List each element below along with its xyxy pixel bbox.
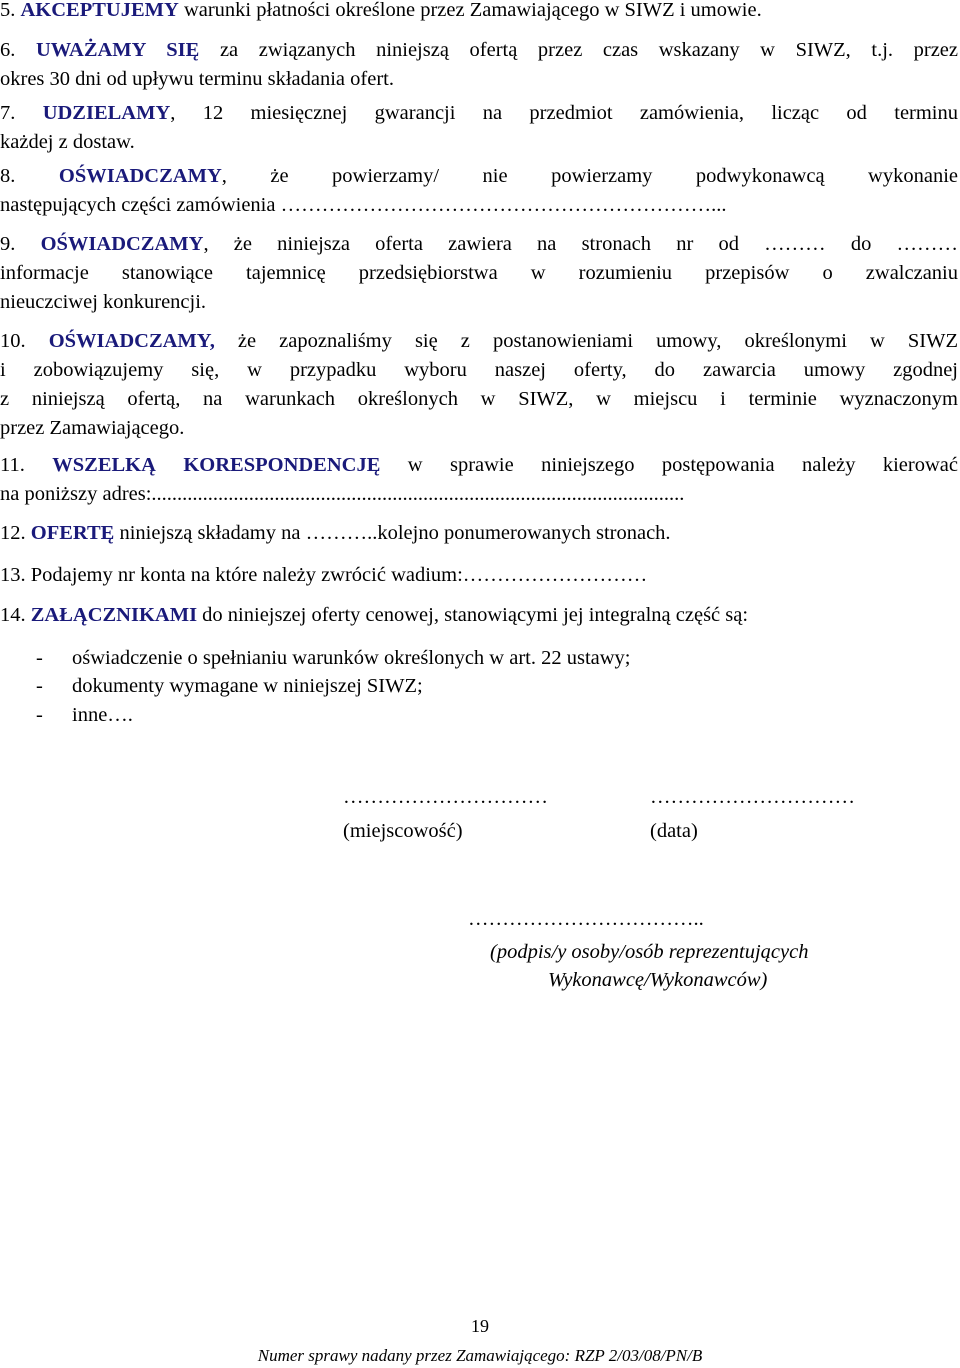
clause-text: za związanych niniejszą ofertą przez czas wskazany w SIWZ, t.j. przez <box>199 39 958 61</box>
place-dots: ………………………… <box>343 786 548 808</box>
page-number: 19 <box>471 1316 489 1336</box>
clause-number: 6. <box>0 39 16 61</box>
signature-label-line2: Wykonawcę/Wykonawców) <box>548 969 768 991</box>
clause-keyword: OŚWIADCZAMY <box>58 165 222 187</box>
clause-keyword: WSZELKĄ KORESPONDENCJĘ <box>52 454 381 476</box>
clause-text-line2: informacje stanowiące tajemnicę przedsiębiorstwa w rozumieniu przepisów o zwalczaniu <box>0 262 958 284</box>
clause-text-line4: przez Zamawiającego. <box>0 417 185 439</box>
attachment-text: oświadczenie o spełnianiu warunków określonych w art. 22 ustawy; <box>72 647 631 669</box>
attachment-text: inne…. <box>72 704 133 726</box>
list-dash: - <box>36 647 43 669</box>
clause-number: 8. <box>0 165 16 187</box>
clause-number: 5. <box>0 0 16 21</box>
clause-text: że zapoznaliśmy się z postanowieniami umowy, określonymi w SIWZ <box>214 330 958 352</box>
case-number-footer: Numer sprawy nadany przez Zamawiającego: RZP 2/03/08/PN/B <box>257 1346 703 1365</box>
clause-keyword: OŚWIADCZAMY <box>40 233 204 255</box>
clause-number: 7. <box>0 102 16 124</box>
clause-text: niniejszą składamy na ………..kolejno ponumerowanych stronach. <box>114 522 671 544</box>
clause-text: w sprawie niniejszego postępowania należy kierować <box>380 454 958 476</box>
date-label: (data) <box>650 820 698 842</box>
clause-text-line2: każdej z dostaw. <box>0 131 135 153</box>
clause-text: , 12 miesięcznej gwarancji na przedmiot zamówienia, licząc od terminu <box>170 102 958 124</box>
clause-10 <box>0 327 958 443</box>
clause-11 <box>0 451 958 509</box>
clause-9 <box>0 230 958 317</box>
clause-text-line3: z niniejszą ofertą, na warunkach określonych w SIWZ, w miejscu i terminie wyznaczonym <box>0 388 958 410</box>
clause-6 <box>0 36 958 94</box>
clause-number: 9. <box>0 233 16 255</box>
list-dash: - <box>36 704 43 726</box>
clause-number: 14. <box>0 604 26 626</box>
clause-text: , że niniejsza oferta zawiera na stronach nr od ……… do ……… <box>203 233 958 255</box>
clause-keyword: OFERTĘ <box>30 522 115 544</box>
clause-text-line2: okres 30 dni od upływu terminu składania ofert. <box>0 68 394 90</box>
clause-keyword: OŚWIADCZAMY, <box>48 330 215 352</box>
signature-label-line1: (podpis/y osoby/osób reprezentujących <box>490 941 809 963</box>
clause-8 <box>0 162 958 220</box>
clause-keyword: UDZIELAMY <box>42 102 171 124</box>
date-dots: ………………………… <box>650 786 855 808</box>
clause-text-line2: i zobowiązujemy się, w przypadku wyboru naszej oferty, do zawarcia umowy zgodnej <box>0 359 958 381</box>
clause-12 <box>0 519 958 548</box>
clause-text: , że powierzamy/ nie powierzamy podwykonawcą wykonanie <box>221 165 958 187</box>
attachment-text: dokumenty wymagane w niniejszej SIWZ; <box>72 675 423 697</box>
clause-14 <box>0 601 958 630</box>
clause-number: 13. <box>0 564 26 586</box>
place-label: (miejscowość) <box>343 820 463 842</box>
clause-keyword: ZAŁĄCZNIKAMI <box>30 604 198 626</box>
clause-text-line3: nieuczciwej konkurencji. <box>0 291 207 313</box>
signature-dots: …………………………….. <box>468 908 704 930</box>
clause-text: Podajemy nr konta na które należy zwrócić wadium:……………………… <box>30 564 648 586</box>
attachment-item <box>0 645 631 671</box>
clause-text: do niniejszej oferty cenowej, stanowiącymi jej integralną część są: <box>197 604 749 626</box>
clause-text-line2: następujących części zamówienia ………………………………………………………... <box>0 194 727 216</box>
clause-keyword: UWAŻAMY SIĘ <box>35 39 200 61</box>
clause-keyword: AKCEPTUJEMY <box>20 0 179 21</box>
clause-text-line2: na poniższy adres:........................................................................................................ <box>0 483 685 505</box>
clause-number: 10. <box>0 330 26 352</box>
attachment-item <box>0 702 133 728</box>
clause-7 <box>0 99 958 157</box>
clause-text: warunki płatności określone przez Zamawiającego w SIWZ i umowie. <box>178 0 762 21</box>
clause-number: 12. <box>0 522 26 544</box>
clause-13 <box>0 561 958 590</box>
list-dash: - <box>36 675 43 697</box>
clause-5 <box>0 0 958 25</box>
attachment-item <box>0 673 423 699</box>
clause-number: 11. <box>0 454 25 476</box>
